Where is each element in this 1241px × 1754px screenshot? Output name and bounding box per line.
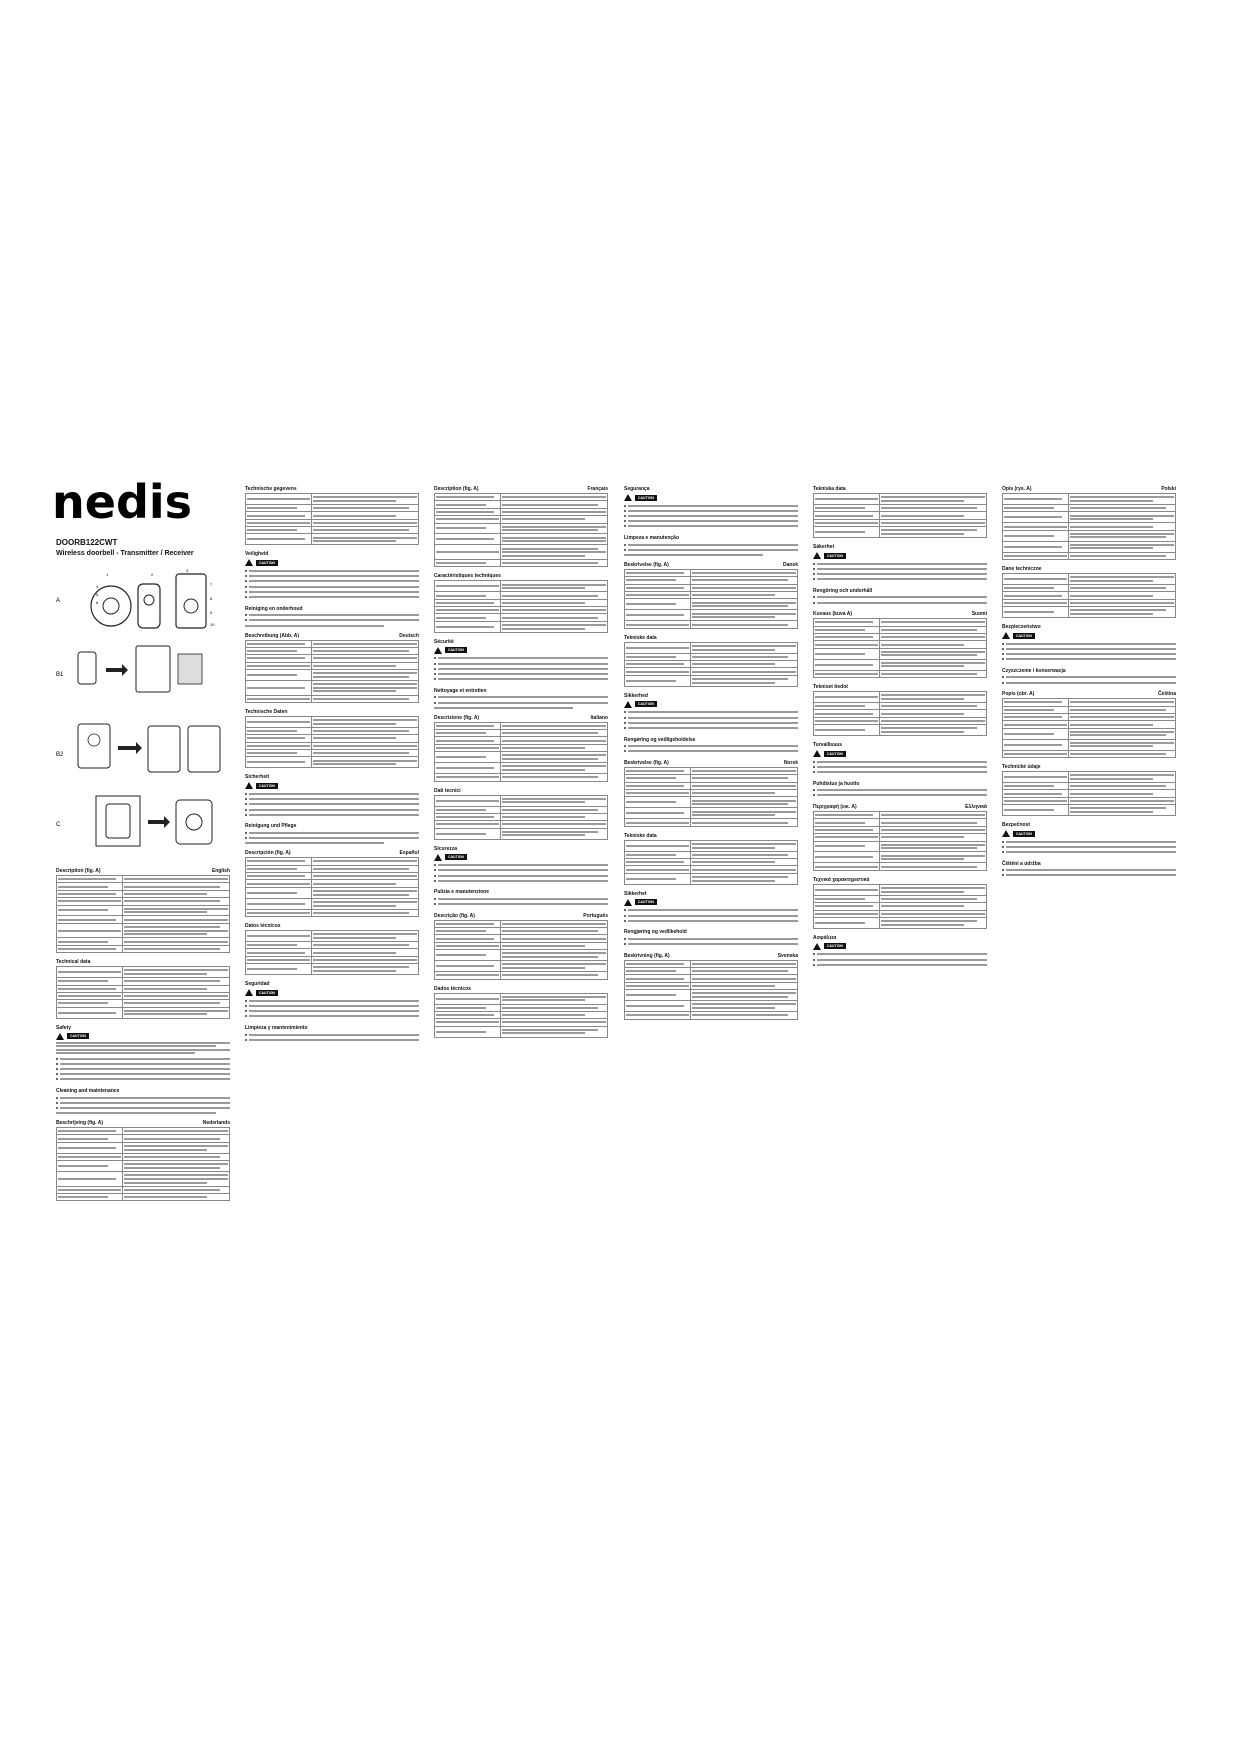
fig-a-button [103, 598, 119, 614]
warning-triangle-icon [1002, 632, 1010, 639]
section-table [624, 840, 798, 885]
section-cleaning-da [624, 737, 798, 754]
section-title: Rengøring og vedligeholdelse [624, 736, 696, 743]
section-safety-en [56, 1025, 230, 1082]
caution-label: CAUTION [67, 1033, 89, 1039]
section-title: Beskrivning (fig. A) [624, 952, 670, 959]
section-table [624, 642, 798, 687]
section-safety-sv [813, 544, 987, 582]
section-description-sv [624, 953, 798, 1020]
warning-triangle-icon [245, 782, 253, 789]
fig-num-7: 7 [210, 582, 213, 587]
section-table [434, 493, 608, 567]
section-table [1002, 698, 1176, 758]
section-table [624, 767, 798, 827]
caution-badge [245, 559, 419, 566]
section-title: Sikkerhed [624, 692, 648, 699]
caution-badge [245, 782, 419, 789]
section-cleaning-pl [1002, 668, 1176, 685]
fig-b1-battery-cover [78, 652, 96, 684]
section-title: Technical data [56, 959, 91, 966]
fig-num-1: 1 [106, 572, 109, 577]
section-cleaning-en [56, 1088, 230, 1114]
fig-b2-arrow-icon [118, 742, 142, 754]
section-title: Turvallisuus [813, 742, 843, 749]
section-table [434, 920, 608, 980]
fig-num-8: 8 [210, 596, 213, 601]
section-description-en [56, 868, 230, 953]
section-tech-no [624, 833, 798, 885]
section-title: Tekniske data [624, 832, 657, 839]
logo-text: nedis [52, 478, 193, 526]
section-language: Polski [1161, 486, 1176, 492]
product-subtitle: Wireless doorbell - Transmitter / Receiver [56, 550, 194, 557]
section-description-da [624, 562, 798, 629]
section-cleaning-no [624, 929, 798, 946]
section-safety-fr [434, 639, 608, 682]
section-title: Pulizia e manutenzione [434, 889, 490, 896]
fig-b1-device [136, 646, 170, 692]
warning-triangle-icon [624, 494, 632, 501]
caution-badge [813, 943, 987, 950]
section-table [245, 640, 419, 703]
section-title: Beschrijving (fig. A) [56, 1120, 104, 1127]
section-title: Tekniske data [624, 634, 657, 641]
warning-triangle-icon [434, 854, 442, 861]
caution-badge [1002, 632, 1176, 639]
section-title: Veiligheid [245, 551, 269, 558]
section-table [245, 930, 419, 975]
caution-badge [813, 750, 987, 757]
section-language: Italiano [590, 714, 608, 721]
section-title: Segurança [624, 486, 650, 492]
fig-b2-mounted [148, 726, 180, 772]
fig-b2-screw [88, 734, 100, 746]
section-safety-es [245, 981, 419, 1019]
section-title: Descrição (fig. A) [434, 912, 475, 919]
section-language: Português [583, 912, 608, 919]
section-cleaning-fr [434, 688, 608, 709]
section-title: Descripción (fig. A) [245, 850, 291, 857]
warning-triangle-icon [1002, 830, 1010, 837]
section-language: Norsk [783, 759, 798, 766]
warning-triangle-icon [434, 647, 442, 654]
warning-triangle-icon [813, 750, 821, 757]
section-table [1002, 573, 1176, 618]
section-title: Dane techniczne [1002, 566, 1042, 572]
section-cleaning-nl [245, 606, 419, 627]
caution-badge [624, 899, 798, 906]
caution-label: CAUTION [824, 943, 846, 949]
fig-a-transmitter [138, 584, 160, 628]
section-table [1002, 493, 1176, 560]
section-title: Rengjøring og vedlikehold [624, 929, 687, 936]
section-tech-da [624, 635, 798, 687]
section-table [434, 795, 608, 840]
caution-badge [813, 552, 987, 559]
caution-badge [1002, 830, 1176, 837]
section-title: Beschreibung (Abb. A) [245, 632, 299, 639]
section-title: Caractéristiques techniques [434, 573, 501, 580]
section-cleaning-sv [813, 588, 987, 605]
column-2 [245, 484, 419, 1048]
product-code: DOORB122CWT [56, 538, 118, 547]
section-description-pl [1002, 486, 1176, 560]
column-6 [1002, 484, 1176, 884]
section-title: Description (fig. A) [434, 486, 479, 492]
fig-num-2: 2 [151, 572, 154, 577]
section-title: Nettoyage et entretien [434, 687, 487, 694]
section-table [434, 722, 608, 782]
column-3 [434, 484, 608, 1044]
section-description-cs [1002, 691, 1176, 758]
fig-c-receiver [106, 804, 130, 838]
caution-label: CAUTION [445, 647, 467, 653]
warning-triangle-icon [813, 943, 821, 950]
section-safety-no [624, 891, 798, 924]
caution-badge [434, 647, 608, 654]
section-description-pt [434, 913, 608, 980]
fig-num-4: 4 [96, 584, 99, 589]
section-table [245, 857, 419, 917]
caution-label: CAUTION [1013, 633, 1035, 639]
section-safety-da [624, 693, 798, 731]
fig-label-b1: B1 [56, 672, 64, 678]
section-title: Technische Daten [245, 708, 288, 715]
fig-b2-cover [188, 726, 220, 772]
section-table [56, 966, 230, 1018]
section-cleaning-fi [813, 781, 987, 798]
section-title: Bezpieczeństwo [1002, 624, 1041, 631]
fig-num-10: 10 [210, 622, 215, 627]
caution-badge [624, 494, 798, 501]
fig-c-socket [186, 814, 202, 830]
section-title: Beskrivelse (fig. A) [624, 561, 669, 568]
section-table [56, 875, 230, 953]
fig-label-c: C [56, 822, 61, 828]
warning-triangle-icon [813, 552, 821, 559]
fig-num-5: 5 [96, 592, 99, 597]
warning-triangle-icon [624, 701, 632, 708]
section-title: Sicurezza [434, 845, 458, 852]
section-tech-fi [813, 684, 987, 736]
section-language: English [211, 868, 230, 874]
section-safety-el [813, 935, 987, 968]
section-title: Cleaning and maintenance [56, 1087, 120, 1094]
section-table [624, 960, 798, 1020]
caution-label: CAUTION [635, 701, 657, 707]
section-tech-sv [813, 486, 987, 538]
fig-a-transmitter-button [144, 595, 154, 605]
section-tech-fr [434, 573, 608, 632]
section-title: Säkerhet [813, 544, 835, 551]
section-title: Opis (rys. A) [1002, 486, 1032, 492]
section-title: Rengöring och underhåll [813, 587, 873, 594]
nedis-logo [52, 478, 232, 526]
section-title: Beskrivelse (fig. A) [624, 759, 669, 766]
caution-badge [624, 701, 798, 708]
section-title: Sicherheit [245, 774, 270, 781]
fig-num-3: 3 [186, 568, 189, 573]
section-title: Puhdistus ja huolto [813, 780, 860, 787]
caution-label: CAUTION [635, 495, 657, 501]
section-table [813, 884, 987, 929]
section-tech-es [245, 923, 419, 975]
section-table [434, 580, 608, 632]
caution-badge [434, 854, 608, 861]
section-safety-pl [1002, 624, 1176, 662]
section-language: Nederlands [202, 1120, 230, 1127]
section-title: Ασφάλεια [813, 934, 837, 941]
section-description-es [245, 850, 419, 917]
section-description-no [624, 760, 798, 827]
section-safety-it [434, 846, 608, 884]
section-table [1002, 771, 1176, 816]
section-table [624, 569, 798, 629]
section-safety-cs [1002, 822, 1176, 855]
caution-label: CAUTION [256, 783, 278, 789]
caution-label: CAUTION [824, 751, 846, 757]
section-title: Safety [56, 1024, 72, 1031]
section-table [813, 618, 987, 678]
section-safety-fi [813, 742, 987, 775]
section-description-fi [813, 611, 987, 678]
section-title: Bezpečnost [1002, 822, 1031, 829]
fig-b1-battery [178, 654, 202, 684]
warning-triangle-icon [56, 1033, 64, 1040]
product-figures [56, 566, 236, 856]
caution-badge [245, 989, 419, 996]
fig-num-6: 6 [96, 600, 99, 605]
section-tech-de [245, 709, 419, 768]
section-safety-nl [245, 551, 419, 599]
section-table [813, 811, 987, 871]
caution-label: CAUTION [1013, 831, 1035, 837]
caution-label: CAUTION [445, 854, 467, 860]
caution-badge [56, 1033, 230, 1040]
section-table [245, 493, 419, 545]
fig-c-plugged [176, 800, 212, 844]
caution-label: CAUTION [824, 553, 846, 559]
section-cleaning-pt [624, 535, 798, 556]
section-language: Español [399, 850, 419, 857]
column-5 [813, 484, 987, 973]
section-title: Sikkerhet [624, 890, 647, 897]
section-title: Tekniset tiedot [813, 684, 848, 690]
section-safety-de [245, 774, 419, 817]
section-cleaning-cs [1002, 861, 1176, 878]
fig-label-b2: B2 [56, 752, 64, 758]
section-title: Reiniging en onderhoud [245, 605, 303, 612]
section-title: Limpeza e manutenção [624, 534, 680, 541]
section-cleaning-it [434, 889, 608, 906]
section-title: Dati tecnici [434, 787, 461, 794]
section-language: Suomi [971, 611, 987, 618]
section-table [434, 993, 608, 1038]
section-table [813, 493, 987, 538]
section-title: Tekniska data [813, 486, 846, 492]
caution-label: CAUTION [256, 990, 278, 996]
section-title: Description (fig. A) [56, 868, 101, 874]
warning-triangle-icon [245, 989, 253, 996]
section-safety-pt [624, 486, 798, 529]
section-description-el [813, 804, 987, 871]
section-title: Reinigung und Pflege [245, 823, 297, 830]
fig-a-back [176, 574, 206, 628]
section-cleaning-es [245, 1025, 419, 1042]
section-title: Limpieza y mantenimiento [245, 1024, 308, 1031]
fig-c-arrow-icon [148, 816, 170, 828]
section-language: Svenska [777, 952, 798, 959]
section-technical-data-en [56, 959, 230, 1018]
section-tech-pt [434, 986, 608, 1038]
column-1 [56, 866, 230, 1207]
section-title: Περιγραφή (εικ. A) [813, 804, 857, 810]
column-4 [624, 484, 798, 1026]
fig-b1-arrow-icon [106, 664, 128, 676]
section-title: Descrizione (fig. A) [434, 714, 480, 721]
section-title: Czyszczenie i konserwacja [1002, 667, 1066, 674]
section-table [813, 691, 987, 736]
section-title: Čištění a údržba [1002, 860, 1041, 867]
section-language: Deutsch [399, 632, 419, 639]
section-title: Τεχνικά χαρακτηριστικά [813, 876, 870, 883]
section-tech-nl [245, 486, 419, 545]
section-table [245, 716, 419, 768]
section-language: Dansk [782, 561, 798, 568]
section-language: Français [587, 486, 608, 492]
section-description-fr [434, 486, 608, 567]
section-title: Datos técnicos [245, 923, 281, 930]
fig-num-9: 9 [210, 610, 213, 615]
section-title: Technické údaje [1002, 764, 1041, 770]
section-cleaning-de [245, 823, 419, 844]
warning-triangle-icon [624, 899, 632, 906]
section-tech-it [434, 788, 608, 840]
section-title: Seguridad [245, 981, 270, 988]
fig-label-a: A [56, 598, 61, 604]
section-description-it [434, 715, 608, 782]
section-tech-pl [1002, 566, 1176, 618]
warning-triangle-icon [245, 559, 253, 566]
section-tech-el [813, 877, 987, 929]
section-title: Kuvaus (kuva A) [813, 611, 852, 618]
section-title: Popis (obr. A) [1002, 691, 1035, 698]
section-title: Sécurité [434, 638, 454, 645]
section-language: Ελληνικά [965, 804, 987, 810]
section-table [56, 1127, 230, 1201]
section-title: Dados técnicos [434, 985, 471, 992]
caution-label: CAUTION [256, 560, 278, 566]
section-tech-cs [1002, 764, 1176, 816]
caution-label: CAUTION [635, 899, 657, 905]
section-language: Čeština [1157, 691, 1176, 698]
section-description-nl [56, 1120, 230, 1201]
fig-a-back-hole [184, 599, 198, 613]
section-title: Technische gegevens [245, 486, 297, 492]
section-description-de [245, 633, 419, 703]
